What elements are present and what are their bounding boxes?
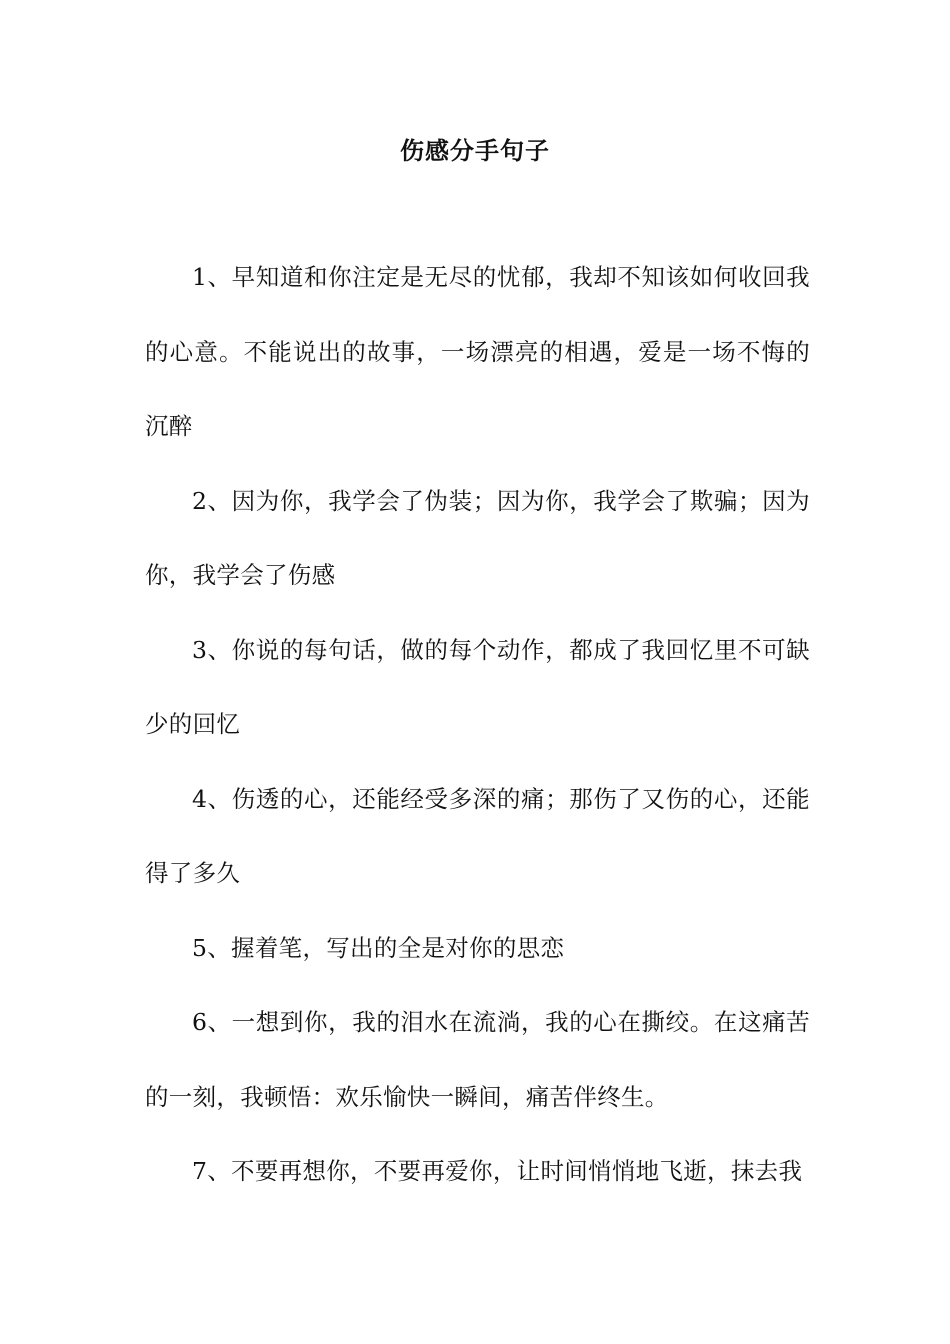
paragraph-7: 7、不要再想你，不要再爱你，让时间悄悄地飞逝，抹去我 (192, 1157, 803, 1185)
paragraph-4: 4、伤透的心，还能经受多深的痛；那伤了又伤的心，还能得了多久 (145, 784, 810, 887)
paragraph-1: 1、早知道和你注定是无尽的忧郁，我却不知该如何收回我的心意。不能说出的故事，一场漂亮的相遇，爱是一场不悔的沉醉 (145, 263, 810, 440)
paragraph-3: 3、你说的每句话，做的每个动作，都成了我回忆里不可缺少的回忆 (145, 635, 810, 738)
paragraph-5: 5、握着笔，写出的全是对你的思恋 (192, 933, 565, 962)
paragraph-2: 2、因为你，我学会了伪装；因为你，我学会了欺骗；因为你，我学会了伤感 (145, 486, 810, 589)
document-body (145, 240, 810, 1209)
paragraph-6: 6、一想到你，我的泪水在流淌，我的心在撕绞。在这痛苦的一刻，我顿悟：欢乐愉快一瞬间，痛苦伴终生。 (145, 1008, 810, 1111)
page-title: 伤感分手句子 (400, 137, 550, 165)
